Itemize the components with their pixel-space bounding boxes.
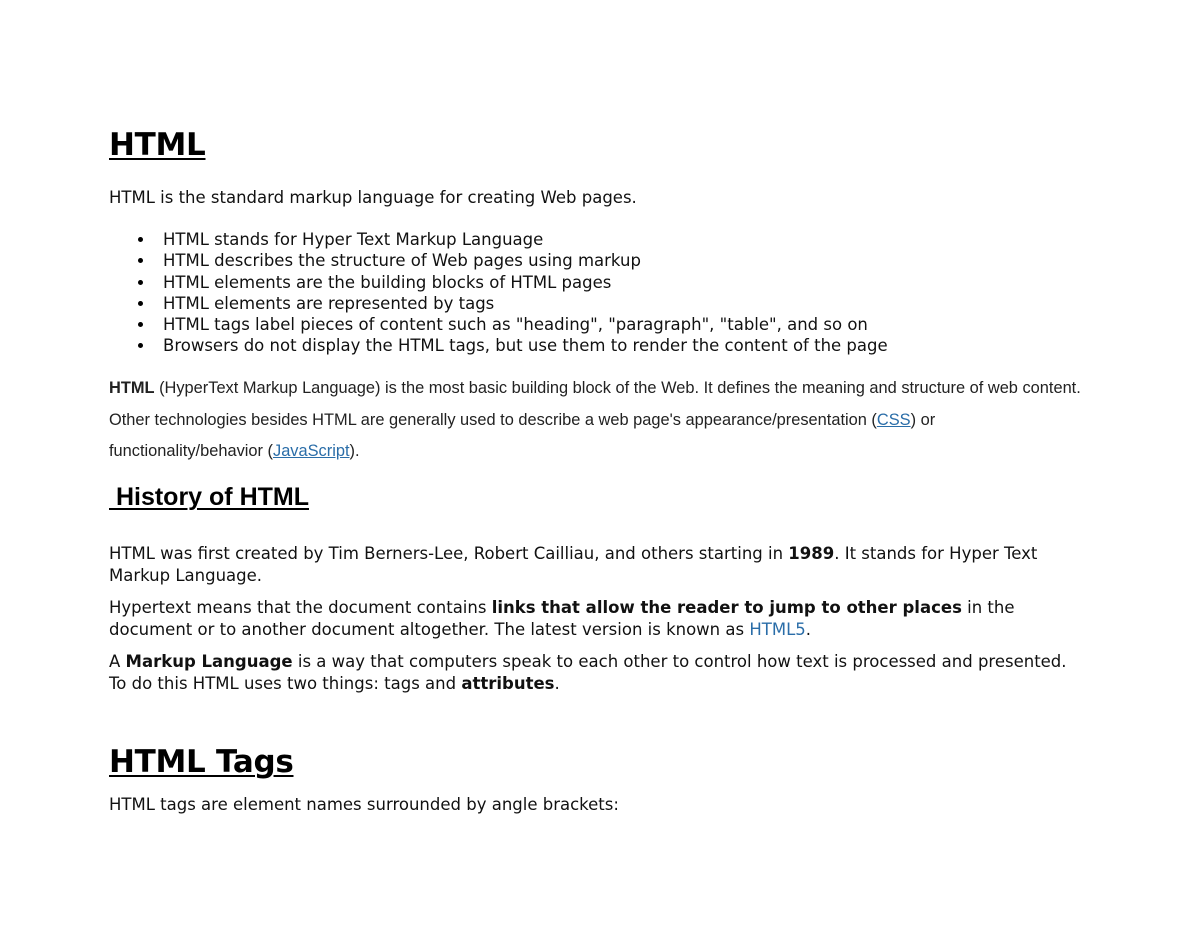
mdn-definition-paragraph [109, 373, 1089, 468]
definition-text: (HyperText Markup Language) is the most basic building block of the Web. It defines the meaning and structure of web content. Other technologies besides HTML are generally used to describe a web page's appearance/presentation ( [109, 379, 1081, 429]
history-paragraph-1 [109, 543, 1079, 586]
bold-phrase: links that allow the reader to jump to other places [491, 598, 962, 617]
history-paragraph-3 [109, 651, 1079, 694]
history-paragraph-2 [109, 597, 1079, 640]
bullet-list [109, 229, 1089, 357]
history-heading: History of HTML [109, 483, 309, 511]
paragraph-text: in the document or to another document altogether. The latest version is known as [109, 598, 1015, 639]
bullet-icon [138, 301, 143, 306]
html5-link[interactable]: HTML5 [749, 619, 806, 639]
list-item-text: HTML describes the structure of Web pages using markup [163, 251, 641, 271]
list-item [109, 293, 1089, 314]
bold-year: 1989 [788, 544, 835, 563]
bullet-icon [138, 280, 143, 285]
list-item-text: HTML tags label pieces of content such as "heading", "paragraph", "table", and so on [163, 315, 868, 335]
bullet-icon [138, 258, 143, 263]
bold-phrase: attributes [461, 673, 555, 693]
list-item [109, 272, 1089, 293]
javascript-link[interactable]: JavaScript [273, 442, 350, 460]
definition-text: ). [349, 442, 360, 460]
bullet-icon [138, 343, 143, 348]
list-item-text: HTML elements are the building blocks of HTML pages [163, 272, 612, 292]
bold-term: HTML [109, 379, 155, 397]
html-tags-paragraph: HTML tags are element names surrounded by angle brackets: [109, 795, 619, 814]
definition-text: ) or functionality/behavior ( [109, 410, 936, 460]
paragraph-text: . It stands for Hyper Text Markup Language. [109, 544, 1038, 585]
list-item [109, 250, 1089, 271]
bullet-icon [138, 322, 143, 327]
paragraph-text: . [805, 619, 812, 639]
list-item-text: HTML elements are represented by tags [163, 293, 495, 313]
html-tags-heading: HTML Tags [109, 744, 294, 780]
list-item [109, 335, 1089, 356]
list-item-text: Browsers do not display the HTML tags, but use them to render the content of the page [163, 336, 888, 356]
bullet-icon [138, 237, 143, 242]
css-link[interactable]: CSS [876, 410, 911, 429]
list-item [109, 314, 1089, 335]
paragraph-text: A [109, 652, 126, 671]
paragraph-text: . [554, 673, 560, 693]
list-item [109, 229, 1089, 250]
paragraph-text: is a way that computers speak to each other to control how text is processed and presented. To do this HTML uses two things: tags and [109, 652, 1067, 693]
page-title: HTML [109, 127, 206, 163]
intro-paragraph: HTML is the standard markup language for creating Web pages. [109, 188, 637, 207]
paragraph-text: HTML was first created by Tim Berners-Lee, Robert Cailliau, and others starting in [109, 544, 789, 563]
list-item-text: HTML stands for Hyper Text Markup Language [163, 230, 544, 249]
bold-phrase: Markup Language [125, 652, 293, 671]
paragraph-text: Hypertext means that the document contains [109, 598, 492, 617]
